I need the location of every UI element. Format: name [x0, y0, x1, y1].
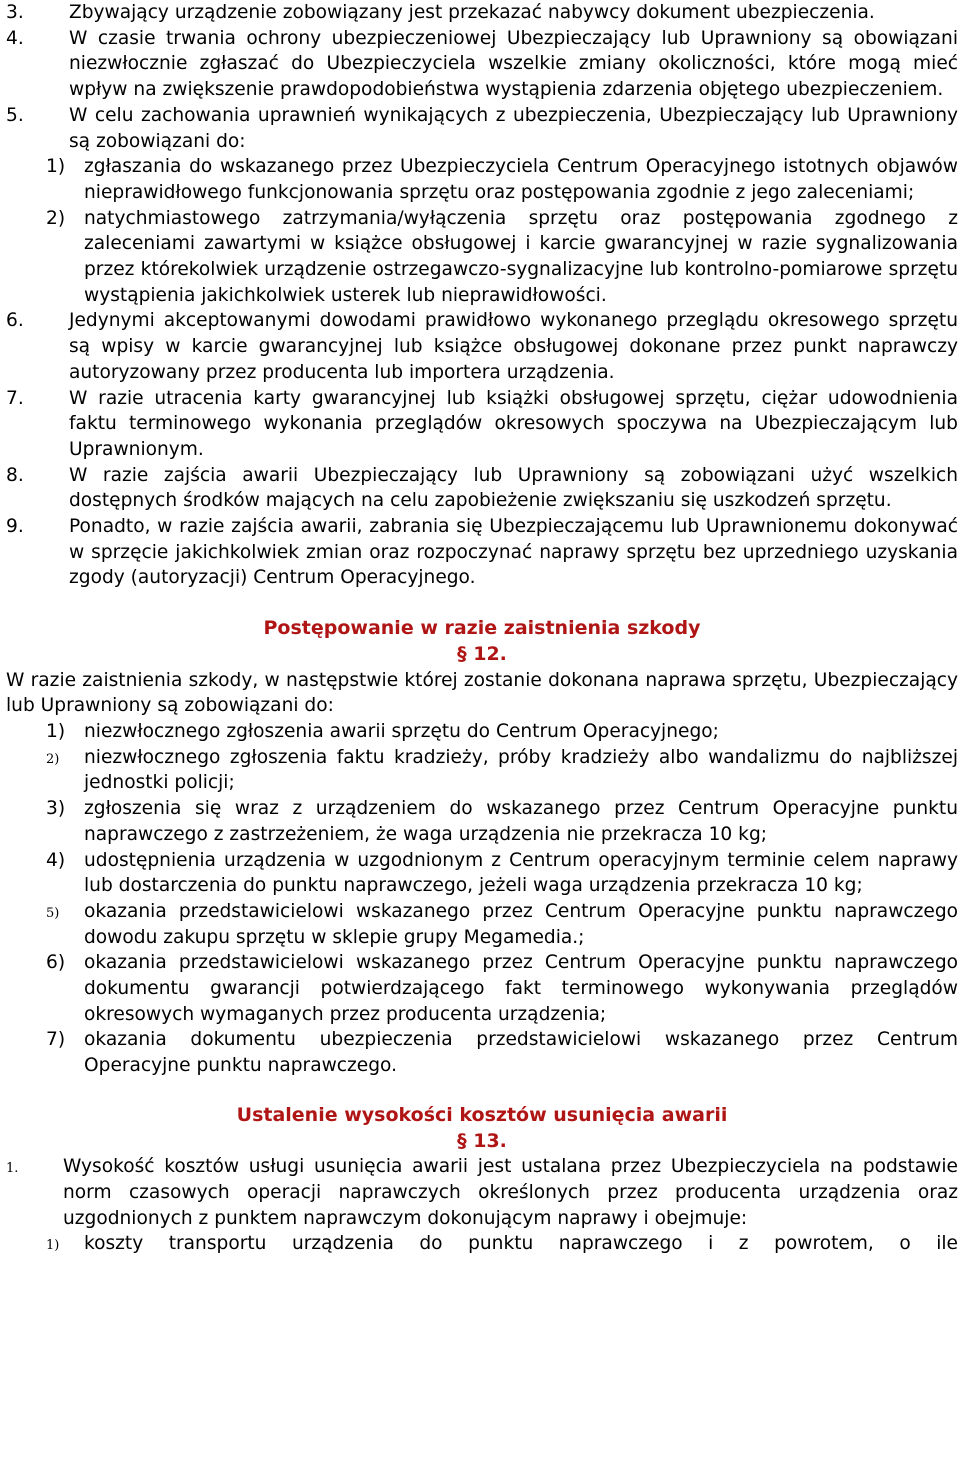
sub-item-number: 1) [46, 720, 66, 742]
item-number: 8. [6, 464, 24, 486]
sub-item-text: zgłaszania do wskazanego przez Ubezpieczyciela Centrum Operacyjnego istotnych objawów nieprawidłowego funkcjonowania sprzętu oraz postępowania zgodnie z jego zaleceniami; [84, 156, 958, 203]
list-item [6, 26, 958, 103]
list-item [6, 308, 958, 385]
sub-item-number: 6) [46, 952, 66, 974]
list-item [6, 103, 958, 154]
sub-item-number: 3) [46, 798, 66, 820]
sub-item-number: 4) [46, 849, 66, 871]
sub-list-item [6, 206, 958, 309]
item-number: 5. [6, 104, 24, 126]
item-number: 3. [6, 2, 24, 23]
sub-list-item [6, 899, 958, 950]
sub-item-number: 5) [46, 905, 60, 921]
sub-item-text: niezwłocznego zgłoszenia faktu kradzieży, próby kradzieży albo wandalizmu do najbliższej jednostki policji; [84, 746, 958, 794]
sub-list-item [6, 796, 958, 847]
item-text: Jedynymi akceptowanymi dowodami prawidłowo wykonanego przeglądu okresowego sprzętu są wpisy w karcie gwarancyjnej lub książce obsługowej dokonane przez punkt naprawczy autoryzowany przez producenta lub importera urządzenia. [69, 310, 958, 383]
sub-item-number: 1) [46, 1238, 60, 1254]
section-intro: W razie zaistnienia szkody, w następstwie której zostanie dokonana naprawa sprzętu, Ubezpieczający lub Uprawniony są zobowiązani do: [6, 669, 958, 717]
item-text: W celu zachowania uprawnień wynikających z ubezpieczenia, Ubezpieczający lub Uprawniony są zobowiązani do: [69, 104, 958, 152]
item-text: W razie utracenia karty gwarancyjnej lub książki obsługowej sprzętu, ciężar udowodnienia faktu terminowego wykonania przeglądów okresowych spoczywa na Ubezpieczającym lub Uprawnionym. [69, 387, 958, 460]
sub-list-item [6, 848, 958, 899]
sub-list-item [6, 950, 958, 1027]
section-number: § 12. [457, 642, 507, 665]
item-number: 4. [6, 27, 24, 49]
sub-list-item [6, 1231, 958, 1259]
section-heading: Postępowanie w razie zaistnienia szkody [263, 617, 701, 640]
item-text: Zbywający urządzenie zobowiązany jest przekazać nabywcy dokument ubezpieczenia. [69, 2, 875, 23]
section-heading: Ustalenie wysokości kosztów usunięcia awarii [236, 1103, 728, 1126]
sub-list-item [6, 154, 958, 205]
item-number: 1. [6, 1161, 19, 1177]
sub-item-text: koszty transportu urządzenia do punktu naprawczego i z powrotem, o ile [84, 1233, 958, 1255]
sub-item-number: 2) [46, 207, 66, 229]
list-item [6, 386, 958, 463]
sub-item-number: 7) [46, 1029, 66, 1051]
sub-item-text: niezwłocznego zgłoszenia awarii sprzętu do Centrum Operacyjnego; [84, 720, 719, 742]
sub-item-number: 2) [46, 751, 60, 767]
item-text: W czasie trwania ochrony ubezpieczeniowej Ubezpieczający lub Uprawniony są obowiązani niezwłocznie zgłaszać do Ubezpieczyciela wszelkie zmiany okoliczności, które mogą mieć wpływ na zwiększenie prawdopodobieństwa wystąpienia zdarzenia objętego ubezpieczeniem. [69, 27, 958, 101]
item-text: Ponadto, w razie zajścia awarii, zabrania się Ubezpieczającemu lub Uprawnionemu dokonywać w sprzęcie jakichkolwiek zmian oraz rozpoczynać naprawy sprzętu bez uprzedniego uzyskania zgody (autoryzacji) Centrum Operacyjnego. [69, 516, 958, 589]
item-number: 7. [6, 387, 24, 409]
sub-item-text: udostępnienia urządzenia w uzgodnionym z Centrum operacyjnym terminie celem naprawy lub dostarczenia do punktu naprawczego, jeżeli waga urządzenia przekracza 10 kg; [84, 849, 958, 897]
item-text: W razie zajścia awarii Ubezpieczający lub Uprawniony są zobowiązani użyć wszelkich dostępnych środków mających na celu zapobieżenie zwiększaniu się uszkodzeń sprzętu. [69, 464, 958, 512]
list-item [6, 463, 958, 514]
item-text: Wysokość kosztów usługi usunięcia awarii jest ustalana przez Ubezpieczyciela na podstawie norm czasowych operacji naprawczych określonych przez producenta urządzenia oraz uzgodnionych z punktem naprawczym dokonującym naprawy i obejmuje: [63, 1156, 958, 1229]
list-item [6, 0, 958, 26]
sub-list-item [6, 745, 958, 796]
sub-item-number: 1) [46, 156, 66, 178]
list-item [6, 1154, 958, 1231]
item-number: 9. [6, 516, 24, 538]
item-number: 6. [6, 310, 24, 332]
sub-item-text: okazania przedstawicielowi wskazanego przez Centrum Operacyjne punktu naprawczego dowodu zakupu sprzętu w sklepie grupy Megamedia.; [84, 900, 958, 948]
sub-item-text: okazania przedstawicielowi wskazanego przez Centrum Operacyjne punktu naprawczego dokumentu gwarancji potwierdzającego fakt terminowego wykonywania przeglądów okresowych wymaganych przez producenta urządzenia; [84, 952, 958, 1025]
section-number: § 13. [457, 1129, 507, 1152]
sub-item-text: zgłoszenia się wraz z urządzeniem do wskazanego przez Centrum Operacyjne punktu naprawczego z zastrzeżeniem, że waga urządzenia nie przekracza 10 kg; [84, 798, 958, 845]
sub-list-item [6, 719, 958, 745]
list-item [6, 514, 958, 591]
sub-list-item [6, 1027, 958, 1078]
sub-item-text: natychmiastowego zatrzymania/wyłączenia sprzętu oraz postępowania zgodnego z zaleceniami zawartymi w książce obsługowej i karcie gwarancyjnej w razie sygnalizowania przez którekolwiek urządzenie ostrzegawczo-sygnalizacyjne lub kontrolno-pomiarowe sprzętu wystąpienia jakichkolwiek usterek lub nieprawidłowości. [84, 207, 958, 306]
sub-item-text: okazania dokumentu ubezpieczenia przedstawicielowi wskazanego przez Centrum Operacyjne punktu naprawczego. [84, 1029, 958, 1077]
